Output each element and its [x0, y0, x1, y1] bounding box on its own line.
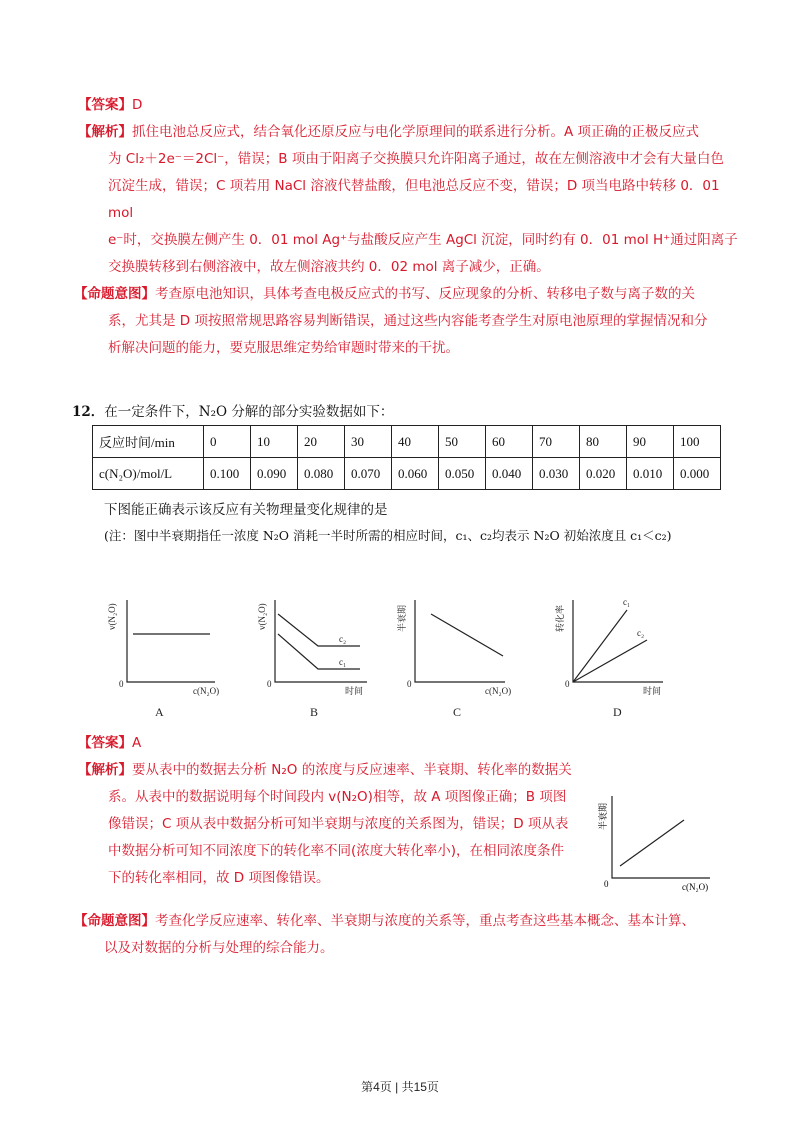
table-cell: 10 [251, 426, 298, 458]
q12-intent-line-2: 以及对数据的分析与处理的综合能力。 [104, 940, 334, 956]
intent-tag: 【命题意图】 [74, 286, 155, 302]
graph-c-xlabel: c(N₂O) [485, 686, 512, 696]
graph-d-xlabel: 时间 [643, 686, 662, 696]
table-cell: 0.090 [251, 458, 298, 490]
graph-c-axes [415, 600, 505, 682]
n2o-data-table [92, 425, 721, 490]
graph-c-origin: 0 [407, 679, 412, 689]
table-cell: 50 [439, 426, 486, 458]
q11-analysis-line-2: 为 Cl₂＋2e⁻＝2Cl⁻，错误；B 项由于阳离子交换膜只允许阳离子通过，故在左侧溶液中才会有大量白色 [108, 151, 724, 167]
table-cell: 0.030 [533, 458, 580, 490]
page-number: 第4页 [361, 1080, 392, 1094]
answer-tag: 【答案】 [78, 735, 132, 751]
table-cell: 0.100 [204, 458, 251, 490]
q12-prompt: 下图能正确表示该反应有关物理量变化规律的是 [104, 502, 388, 518]
table-cell: 90 [627, 426, 674, 458]
table-cell: 0.020 [580, 458, 627, 490]
inset-origin: 0 [604, 879, 609, 889]
graph-b-c1-label: c₁ [339, 657, 347, 667]
q11-analysis-line-1 [78, 119, 738, 146]
q12-analysis-line-2: 系。从表中的数据说明每个时间段内 v(N₂O)相等，故 A 项图像正确；B 项图 [108, 789, 567, 805]
total-pages: 共15页 [401, 1080, 439, 1094]
q12-intent-block [74, 908, 734, 962]
table-cell: 0.040 [486, 458, 533, 490]
q12-answer-block [78, 730, 598, 892]
graph-b-c2-label: c₂ [339, 634, 347, 644]
graph-d-c2-line [573, 640, 647, 682]
q12-intent-line-1 [74, 908, 734, 935]
table-cell: 0.070 [345, 458, 392, 490]
intent-text: 考查原电池知识，具体考查电极反应式的书写、反应现象的分析、转移电子数与离子数的关 [155, 286, 695, 302]
graph-d-axes [573, 600, 663, 682]
graph-a-xlabel: c(N₂O) [193, 686, 220, 696]
intent-text: 考查化学反应速率、转化率、半衰期与浓度的关系等，重点考查这些基本概念、基本计算、 [155, 913, 695, 929]
q11-analysis-line-4: e⁻时，交换膜左侧产生 0．01 mol Ag⁺与盐酸反应产生 AgCl 沉淀，同时约有 0．01 mol H⁺通过阳离子 [108, 232, 738, 248]
table-cell: 0.060 [392, 458, 439, 490]
q12-analysis-line-5: 下的转化率相同，故 D 项图像错误。 [108, 870, 330, 886]
inset-ylabel: 半衰期 [598, 802, 608, 830]
graph-c-caption: C [453, 705, 462, 719]
graph-b-xlabel: 时间 [345, 686, 364, 696]
graph-a-ylabel: v(N₂O) [107, 603, 117, 630]
graph-b-c1-line [278, 634, 360, 669]
answer-tag: 【答案】 [78, 97, 132, 113]
q11-intent-line-3: 析解决问题的能力，要克服思维定势给审题时带来的干扰。 [108, 340, 459, 356]
q11-answer-block [74, 92, 738, 362]
table-cell: 70 [533, 426, 580, 458]
graph-d-c2-label: c₂ [637, 628, 645, 638]
graph-b-axes [275, 600, 367, 682]
table-cell: 0.080 [298, 458, 345, 490]
q11-analysis-line-5: 交换膜转移到右侧溶液中，故左侧溶液共约 0．02 mol 离子减少，正确。 [108, 259, 550, 275]
q12-stem [72, 400, 393, 420]
q11-intent-line-2: 系，尤其是 D 项按照常规思路容易判断错误，通过这些内容能考查学生对原电池原理的掌握情况和分 [108, 313, 708, 329]
graph-b-origin: 0 [267, 679, 272, 689]
graph-b-caption: B [310, 705, 319, 719]
analysis-tag: 【解析】 [78, 124, 132, 140]
q11-intent-line-1 [74, 281, 738, 308]
table-cell: 0.050 [439, 458, 486, 490]
table-cell: 80 [580, 426, 627, 458]
footer-separator: | [391, 1080, 402, 1094]
q12-note: (注：图中半衰期指任一浓度 N₂O 消耗一半时所需的相应时间，c₁、c₂均表示 N₂O 初始浓度且 c₁＜c₂) [104, 528, 672, 543]
half-life-inset-graph [600, 790, 720, 900]
table-cell: 20 [298, 426, 345, 458]
graph-d-ylabel: 转化率 [555, 604, 565, 632]
q11-answer-line [78, 92, 738, 119]
q12-analysis-line-1 [78, 757, 598, 784]
inset-line [620, 820, 684, 866]
answer-value: A [132, 735, 142, 751]
question-number: 12． [72, 404, 105, 420]
graph-c-line [431, 614, 503, 656]
table-cell: 100 [674, 426, 721, 458]
q12-analysis-line-4: 中数据分析可知不同浓度下的转化率不同(浓度大转化率小)，在相同浓度条件 [108, 843, 565, 859]
graph-b-ylabel: v(N₂O) [257, 603, 267, 630]
table-cell: 40 [392, 426, 439, 458]
graph-a-origin: 0 [119, 679, 124, 689]
intent-tag: 【命题意图】 [74, 913, 155, 929]
q12-answer-line [78, 730, 598, 757]
table-cell: 60 [486, 426, 533, 458]
analysis-text: 要从表中的数据去分析 N₂O 的浓度与反应速率、半衰期、转化率的数据关 [132, 762, 572, 778]
table-header-cell: c(N₂O)/mol/L [93, 458, 204, 490]
graph-c-ylabel: 半衰期 [397, 604, 407, 632]
graph-b-c2-line [278, 614, 360, 646]
inset-xlabel: c(N₂O) [682, 882, 709, 892]
table-cell: 30 [345, 426, 392, 458]
table-cell: 0.010 [627, 458, 674, 490]
graph-d-c1-label: c₁ [623, 597, 631, 607]
table-row [93, 426, 721, 458]
q11-analysis-line-3: 沉淀生成，错误；C 项若用 NaCl 溶液代替盐酸，但电池总反应不变，错误；D 项当电路中转移 0．01 mol [108, 178, 720, 221]
table-header-cell: 反应时间/min [93, 426, 204, 458]
page-footer [0, 1078, 800, 1095]
table-cell: 0.000 [674, 458, 721, 490]
graph-d-origin: 0 [565, 679, 570, 689]
table-cell: 0 [204, 426, 251, 458]
table-row [93, 458, 721, 490]
option-graphs [95, 590, 695, 725]
analysis-tag: 【解析】 [78, 762, 132, 778]
graph-d-c1-line [573, 610, 627, 682]
graph-a-caption: A [155, 705, 164, 719]
analysis-text: 抓住电池总反应式，结合氧化还原反应与电化学原理间的联系进行分析。A 项正确的正极反应式 [132, 124, 700, 140]
graph-d-caption: D [613, 705, 622, 719]
q12-analysis-line-3: 像错误；C 项从表中数据分析可知半衰期与浓度的关系图为，错误；D 项从表 [108, 816, 569, 832]
question-stem: 在一定条件下，N₂O 分解的部分实验数据如下： [104, 404, 394, 420]
answer-value: D [132, 97, 143, 113]
graph-a-axes [127, 600, 215, 682]
